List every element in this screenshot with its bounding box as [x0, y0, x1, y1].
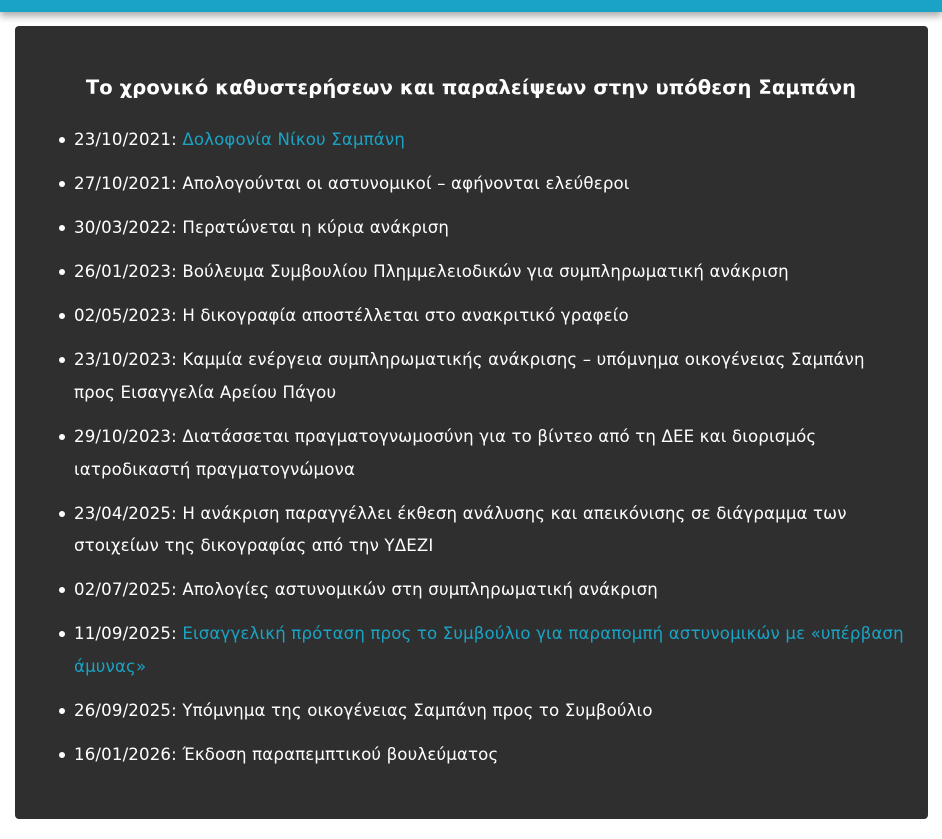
- timeline-item: [74, 695, 904, 728]
- timeline-title: Το χρονικό καθυστερήσεων και παραλείψεων στην υπόθεση Σαμπάνη: [85, 76, 857, 99]
- event-date: 11/09/2025:: [74, 624, 177, 644]
- timeline-item: [74, 256, 904, 289]
- event-date: 02/07/2025:: [74, 580, 177, 600]
- event-text: Περατώνεται η κύρια ανάκριση: [182, 218, 450, 238]
- timeline-item: [74, 168, 904, 201]
- event-text: Καμμία ενέργεια συμπληρωματικής ανάκρισης – υπόμνημα οικογένειας Σαμπάνη προς Εισαγγελία Αρείου Πάγου: [74, 350, 865, 402]
- event-date: 29/10/2023:: [74, 427, 177, 447]
- event-text: Απολογίες αστυνομικών στη συμπληρωματική ανάκριση: [182, 580, 658, 600]
- timeline-item: [74, 574, 904, 607]
- event-text: Διατάσσεται πραγματογνωμοσύνη για το βίντεο από τη ΔΕΕ και διορισμός ιατροδικαστή πραγματογνώμονα: [74, 427, 817, 479]
- timeline-item: [74, 124, 904, 157]
- event-date: 23/10/2021:: [74, 130, 177, 149]
- event-date: 26/01/2023:: [74, 262, 177, 282]
- event-text: Υπόμνημα της οικογένειας Σαμπάνη προς το Συμβούλιο: [182, 700, 653, 720]
- event-date: 26/09/2025:: [74, 700, 177, 720]
- top-accent-bar: [0, 0, 942, 12]
- event-link[interactable]: Εισαγγελική πρόταση προς το Συμβούλιο για παραπομπή αστυνομικών με «υπέρβαση άμυνας»: [74, 624, 904, 676]
- timeline-item: [74, 300, 904, 333]
- event-text: Έκδοση παραπεμπτικού βουλεύματος: [182, 745, 499, 765]
- timeline-item: [74, 618, 904, 683]
- event-date: 27/10/2021:: [74, 174, 177, 194]
- timeline-item: [74, 212, 904, 245]
- timeline-item: [74, 344, 904, 409]
- event-link[interactable]: Δολοφονία Νίκου Σαμπάνη: [182, 130, 405, 149]
- event-text: Βούλευμα Συμβουλίου Πλημμελειοδικών για συμπληρωματική ανάκριση: [182, 262, 789, 282]
- event-date: 02/05/2023:: [74, 306, 177, 326]
- timeline-item: [74, 421, 904, 486]
- event-date: 23/04/2025:: [74, 503, 177, 523]
- event-date: 16/01/2026:: [74, 745, 177, 765]
- timeline-item: [74, 498, 904, 563]
- event-text: Η ανάκριση παραγγέλλει έκθεση ανάλυσης και απεικόνισης σε διάγραμμα των στοιχείων της δικογραφίας από την ΥΔΕΖΙ: [74, 503, 847, 556]
- event-date: 30/03/2022:: [74, 218, 177, 238]
- timeline-list: [74, 124, 904, 783]
- timeline-item: [74, 739, 904, 772]
- event-date: 23/10/2023:: [74, 350, 177, 370]
- event-text: Απολογούνται οι αστυνομικοί – αφήνονται ελεύθεροι: [182, 174, 630, 194]
- event-text: Η δικογραφία αποστέλλεται στο ανακριτικό γραφείο: [182, 306, 629, 326]
